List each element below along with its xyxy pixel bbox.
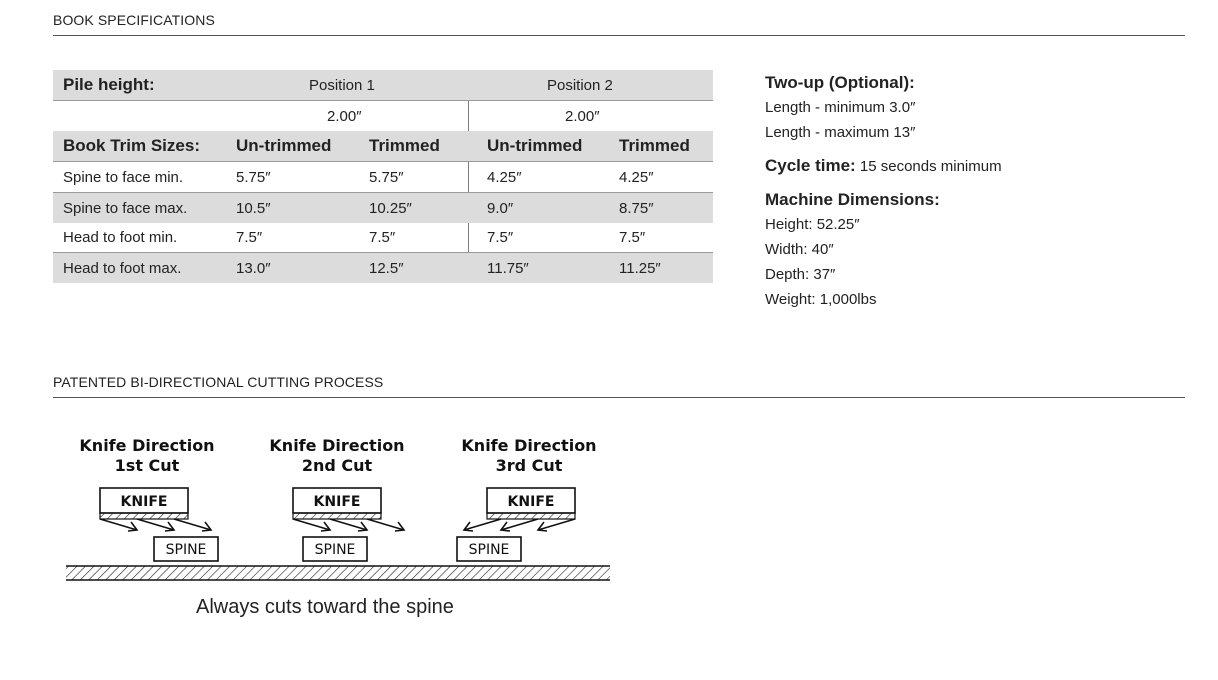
diagram-caption: Always cuts toward the spine [196,596,454,618]
cell-value: 4.25″ [619,168,654,186]
table-row [53,162,713,193]
cut-2-title: Knife Direction [269,436,405,455]
trim-sizes-header-row [53,131,713,162]
knife-label: KNIFE [120,494,168,510]
knife-label: KNIFE [313,494,361,510]
position-2-trimmed-header: Trimmed [619,136,690,155]
row-label: Head to foot max. [63,259,182,277]
two-up-max: Length - maximum 13″ [765,124,916,141]
arrow-left-icon [464,519,575,531]
cell-value: 11.75″ [487,259,529,277]
position-1-trimmed-header: Trimmed [369,136,440,155]
cell-value: 7.5″ [487,229,514,246]
machine-weight: Weight: 1,000lbs [765,291,877,308]
two-up-title: Two-up (Optional): [765,73,915,92]
cell-value: 5.75″ [369,168,404,186]
machine-depth: Depth: 37″ [765,266,836,283]
pile-height-label: Pile height: [63,75,155,94]
pile-height-values-row [53,101,713,131]
row-label: Spine to face min. [63,168,184,186]
section-divider [53,35,1185,36]
two-up-min: Length - minimum 3.0″ [765,99,916,116]
cell-value: 13.0″ [236,259,271,277]
cell-value: 7.5″ [619,229,646,246]
cell-value: 12.5″ [369,259,404,277]
cell-value: 7.5″ [369,229,396,246]
position-2-untrimmed-header: Un-trimmed [487,136,583,155]
cut-1-title: Knife Direction [79,436,215,455]
table-row [53,223,713,253]
pile-height-position-1: 2.00″ [327,107,362,125]
trim-sizes-label: Book Trim Sizes: [63,136,200,155]
cut-3-subtitle: 3rd Cut [495,456,563,475]
cell-value: 9.0″ [487,199,514,217]
cutting-table [66,566,610,580]
machine-height: Height: 52.25″ [765,216,860,233]
position-1-untrimmed-header: Un-trimmed [236,136,332,155]
spine-label: SPINE [468,542,510,558]
pile-height-row [53,70,713,101]
position-2-header: Position 2 [547,76,613,94]
cell-value: 5.75″ [236,168,271,186]
knife-label: KNIFE [507,494,555,510]
cell-value: 10.5″ [236,199,271,217]
knife-blade [293,513,381,519]
knife-blade [487,513,575,519]
cell-value: 11.25″ [619,259,661,277]
cut-1-subtitle: 1st Cut [114,456,180,475]
cut-2-subtitle: 2nd Cut [301,456,373,475]
cell-value: 8.75″ [619,199,654,217]
machine-specs [765,70,1185,312]
spine-label: SPINE [314,542,356,558]
spec-table [53,70,713,283]
spine-label: SPINE [165,542,207,558]
position-1-header: Position 1 [309,76,375,94]
machine-width: Width: 40″ [765,241,834,258]
cell-value: 7.5″ [236,229,263,246]
cell-value: 10.25″ [369,199,412,217]
process-section-title: PATENTED BI-DIRECTIONAL CUTTING PROCESS [53,374,384,390]
specs-section-title: BOOK SPECIFICATIONS [53,12,215,28]
cycle-time [765,153,1185,179]
pile-height-position-2: 2.00″ [565,107,600,125]
table-row [53,193,713,223]
row-label: Head to foot min. [63,229,178,246]
section-divider [53,397,1185,398]
arrow-right-icon [293,519,404,531]
knife-blade [100,513,188,519]
arrow-right-icon [100,519,211,531]
machine-dimensions-title: Machine Dimensions: [765,190,940,209]
cut-3-title: Knife Direction [461,436,597,455]
cycle-time-value: 15 seconds minimum [859,158,1002,175]
cycle-time-label: Cycle time: [765,156,856,175]
row-label: Spine to face max. [63,199,188,217]
cell-value: 4.25″ [487,168,522,186]
table-row [53,253,713,283]
